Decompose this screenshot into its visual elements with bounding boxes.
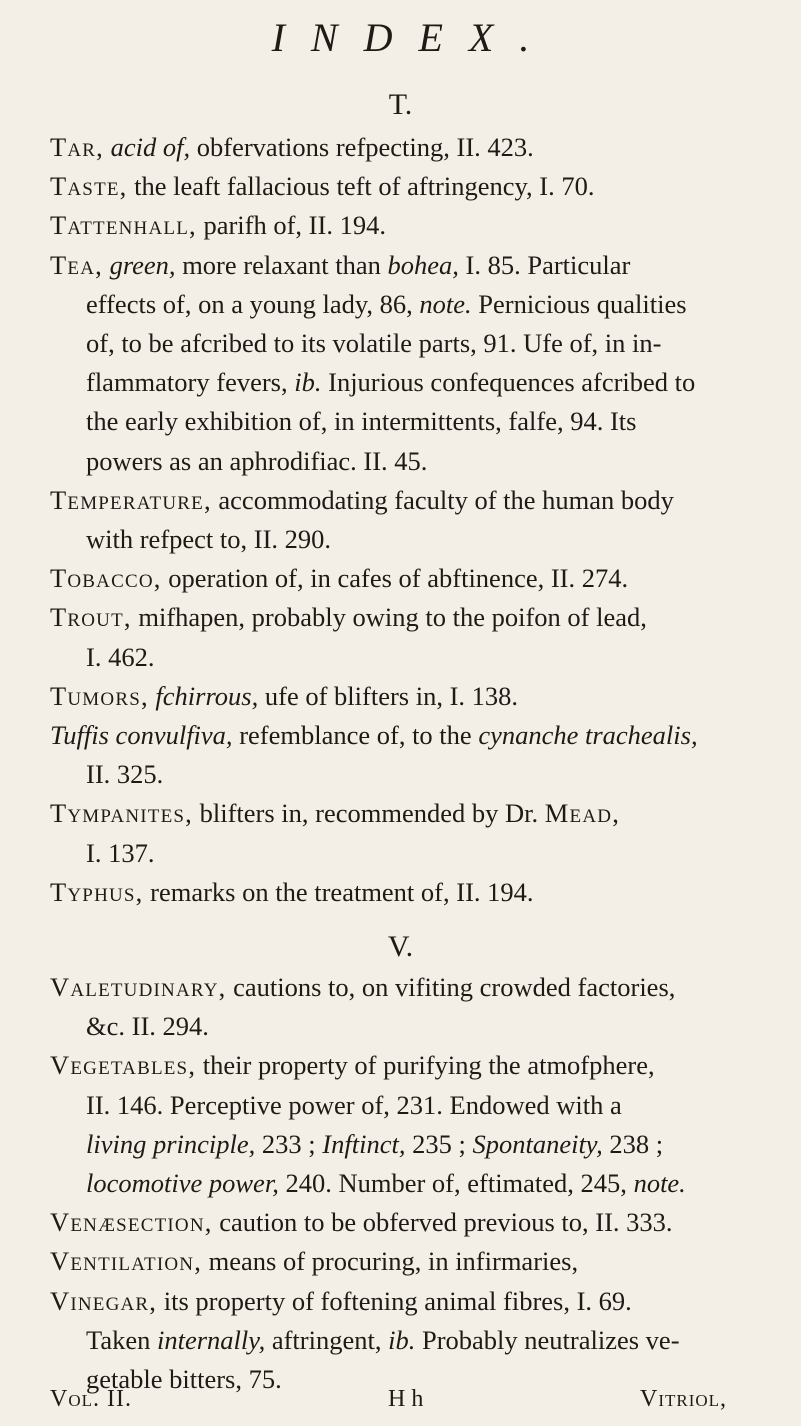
entry-text: getable bitters, 75.	[86, 1364, 282, 1395]
entry-line	[50, 520, 741, 559]
headword: Temperature,	[50, 484, 212, 515]
entry-text: caution to be obferved previous to, II. 333.	[212, 1207, 673, 1238]
index-entry-tattenhall	[0, 206, 801, 245]
entry-line	[50, 1203, 741, 1242]
entry-text: I. 85. Particular	[458, 249, 631, 280]
entry-line	[50, 285, 741, 324]
entry-text: I. 462.	[86, 641, 155, 672]
entry-line	[50, 559, 741, 598]
entry-line	[50, 206, 741, 245]
entry-text: II. 146. Perceptive power of, 231. Endowed with a	[86, 1089, 622, 1120]
entry-text: 235 ;	[405, 1128, 473, 1159]
index-entry-typhus	[0, 873, 801, 912]
index-entry-tea	[0, 246, 801, 481]
italic-text: ib.	[294, 367, 322, 398]
entry-text: flammatory fevers,	[86, 367, 295, 398]
entry-line	[50, 794, 741, 833]
index-entry-taste	[0, 167, 801, 206]
volume-mark: Vol. II.	[50, 1386, 132, 1412]
entry-text: operation of, in cafes of abftinence, II. 274.	[161, 563, 629, 594]
headword: Ventilation,	[50, 1246, 203, 1277]
entries-v	[0, 968, 801, 1399]
entry-text: the early exhibition of, in intermittents, falfe, 94. Its	[86, 406, 637, 437]
entry-text	[103, 250, 110, 280]
entry-text: aftringent,	[265, 1324, 389, 1355]
headword: Tar,	[50, 132, 105, 162]
entry-text: obfervations refpecting, II. 423.	[190, 132, 534, 162]
entry-text: refemblance of, to the	[232, 720, 479, 751]
entry-text: the leaft fallacious teft of aftringency, I. 70.	[127, 171, 595, 202]
entry-text: 233 ;	[255, 1128, 323, 1159]
index-entry-tympanites	[0, 794, 801, 872]
headword: Mead,	[544, 798, 621, 829]
entry-text: more relaxant than	[175, 249, 388, 280]
headword: Tea,	[50, 249, 103, 280]
italic-text: Inftinct,	[322, 1128, 406, 1159]
entry-text: Taken	[86, 1324, 157, 1355]
entry-line	[50, 363, 741, 402]
entry-line	[50, 834, 741, 873]
index-entry-temperature	[0, 481, 801, 559]
italic-text: note.	[633, 1168, 686, 1199]
headword: Tobacco,	[50, 563, 162, 594]
index-entry-vegetables	[0, 1046, 801, 1203]
index-entry-trout	[0, 598, 801, 676]
headword: Tattenhall,	[50, 210, 197, 241]
italic-text: acid of,	[110, 132, 191, 162]
entry-text: Probably neutralizes ve-	[415, 1324, 680, 1355]
entry-line	[50, 638, 741, 677]
headword: Vinegar,	[50, 1285, 158, 1316]
entries-t	[0, 128, 801, 912]
entry-text: ufe of blifters in, I. 138.	[258, 680, 519, 711]
entry-text: &c. II. 294.	[86, 1011, 209, 1042]
catchword: Vitriol,	[640, 1386, 728, 1412]
entry-text: I. 137.	[86, 837, 155, 868]
index-entry-tuffis	[0, 716, 801, 794]
headword: Venæsection,	[50, 1207, 213, 1238]
entry-text: II. 325.	[86, 759, 164, 790]
entry-line	[50, 968, 741, 1007]
index-entry-ventilation	[0, 1242, 801, 1281]
index-entry-vinegar	[0, 1282, 801, 1400]
italic-text: fchirrous,	[155, 680, 259, 711]
headword: Typhus,	[50, 876, 144, 907]
headword: Trout,	[50, 602, 132, 633]
entry-line	[50, 1125, 741, 1164]
entry-text: parifh of, II. 194.	[196, 210, 386, 241]
entry-line	[50, 716, 741, 755]
italic-text: locomotive power,	[86, 1168, 279, 1199]
signature-mark: H h	[388, 1386, 424, 1412]
entry-line	[50, 873, 741, 912]
entry-text: mifhapen, probably owing to the poifon of lead,	[131, 602, 647, 633]
headword: Valetudinary,	[50, 972, 227, 1002]
entry-line	[50, 598, 741, 637]
entry-text: of, to be afcribed to its volatile parts, 91. Ufe of, in in-	[86, 328, 662, 359]
headword: Tympanites,	[50, 798, 193, 829]
entry-text: 238 ;	[602, 1128, 664, 1159]
index-entry-tumors	[0, 677, 801, 716]
headword: Taste,	[50, 171, 128, 202]
index-entry-tobacco	[0, 559, 801, 598]
entry-text: their property of purifying the atmofphere,	[196, 1050, 655, 1081]
index-entry-venaesection	[0, 1203, 801, 1242]
entry-line	[50, 246, 741, 285]
running-head: INDEX.	[271, 15, 556, 60]
entry-line	[50, 1282, 741, 1321]
index-entry-valetudinary	[0, 968, 801, 1046]
entry-line	[50, 324, 741, 363]
section-letter-t: T.	[388, 88, 413, 121]
italic-text: ib.	[388, 1324, 416, 1355]
index-entry-tar	[0, 128, 801, 167]
italic-text: internally,	[157, 1324, 266, 1355]
entry-text: effects of, on a young lady, 86,	[86, 288, 420, 319]
headword: Tumors,	[50, 680, 149, 711]
entry-text	[104, 132, 111, 162]
entry-line	[50, 402, 741, 441]
entry-line	[50, 1164, 741, 1203]
page-footer	[0, 1386, 801, 1426]
italic-text: Tuffis convulfiva,	[50, 720, 233, 751]
entry-line	[50, 1321, 741, 1360]
italic-text: bohea,	[387, 249, 459, 280]
italic-text: green,	[109, 249, 176, 280]
entry-text: means of procuring, in infirmaries,	[202, 1246, 579, 1277]
entry-text: cautions to, on vifiting crowded factories,	[226, 972, 676, 1002]
entry-line	[50, 1086, 741, 1125]
italic-text: Spontaneity,	[472, 1128, 603, 1159]
entry-text: powers as an aphrodifiac. II. 45.	[86, 445, 428, 476]
entry-text: blifters in, recommended by Dr.	[193, 798, 545, 829]
entry-text: with refpect to, II. 290.	[86, 524, 332, 555]
entry-line	[50, 167, 741, 206]
entry-line	[50, 1046, 741, 1085]
entry-line	[50, 1007, 741, 1046]
entry-text: its property of foftening animal fibres, I. 69.	[157, 1285, 632, 1316]
section-letter-v: V.	[387, 930, 414, 963]
entry-text: Injurious confequences afcribed to	[321, 367, 696, 398]
italic-text: note.	[419, 288, 472, 319]
entry-line	[50, 677, 741, 716]
entry-line	[50, 481, 741, 520]
headword: Vegetables,	[50, 1050, 197, 1081]
entry-line	[50, 128, 741, 167]
italic-text: cynanche trachealis,	[478, 720, 698, 751]
entry-text: Pernicious qualities	[471, 288, 687, 319]
entry-text: 240. Number of, eftimated, 245,	[278, 1168, 634, 1199]
italic-text: living principle,	[86, 1128, 256, 1159]
entry-line	[50, 755, 741, 794]
entry-text: remarks on the treatment of, II. 194.	[143, 876, 534, 907]
entry-line	[50, 1242, 741, 1281]
entry-line	[50, 442, 741, 481]
entry-text: accommodating faculty of the human body	[211, 484, 674, 515]
